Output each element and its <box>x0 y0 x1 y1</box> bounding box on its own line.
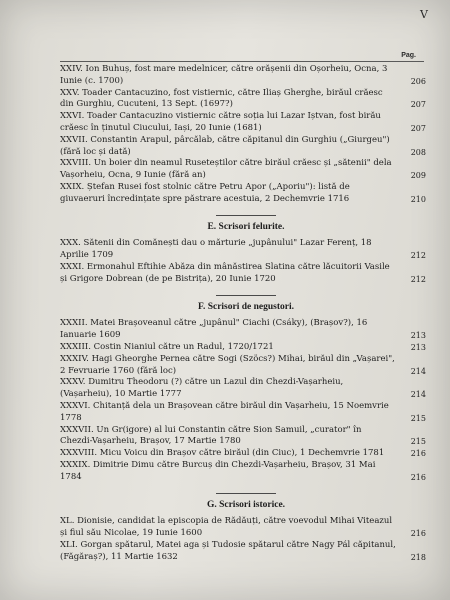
header-rule <box>60 61 424 62</box>
toc-entry-page: 214 <box>410 390 426 400</box>
toc-entry-page: 213 <box>410 342 426 352</box>
toc-entry <box>60 135 432 159</box>
toc-entry <box>60 516 432 540</box>
toc-entry-title: XXXVI. Chitanță dela un Brașovean către birăul din Vașarheiu, 15 Noemvrie 1778 <box>60 400 389 423</box>
toc-entry <box>60 158 432 182</box>
toc-entry-page: 209 <box>410 171 426 181</box>
entries-group-a <box>60 64 432 206</box>
toc-entry <box>60 377 432 401</box>
toc-entry-title: XXXVII. Un Gr(igore) al lui Constantin către Sion Samuil, „curator" în Chezdi-Vașarheiu, Brașov, 17 Martie 1780 <box>60 424 362 447</box>
toc-entry <box>60 425 432 449</box>
toc-entry-page: 216 <box>410 529 426 539</box>
toc-entry-title: XXXIX. Dimitrie Dimu către Burcuș din Chezdi-Vașarheiu, Brașov, 31 Mai 1784 <box>60 459 376 482</box>
toc-entry-title: XXXIV. Hagi Gheorghe Pernea către Sogi (Szöcs?) Mihai, birăul din „Vașarei", 2 Fevruarie 1760 (fără loc) <box>60 353 395 376</box>
table-of-contents <box>60 64 432 563</box>
toc-entry <box>60 354 432 378</box>
toc-entry-page: 206 <box>410 76 426 86</box>
section-heading-g: G. Scrisori istorice. <box>206 499 286 510</box>
toc-entry <box>60 64 432 88</box>
toc-entry-page: 210 <box>410 194 426 204</box>
entries-group-f <box>60 318 432 483</box>
entries-group-g <box>60 516 432 563</box>
section-divider <box>216 215 276 216</box>
section-divider <box>216 295 276 296</box>
toc-entry-page: 215 <box>410 437 426 447</box>
toc-entry-title: XXX. Sătenii din Comănești dau o mărturie „jupânului" Lazar Ferenț, 18 Aprilie 1709 <box>60 238 372 261</box>
toc-entry <box>60 238 432 262</box>
toc-entry-title: XXVIII. Un boier din neamul Ruseteștilor către birăul crăesc și „sătenii" dela Vașorheiu, Ocna, 9 Iunie (fără an) <box>60 158 392 181</box>
section-divider <box>216 493 276 494</box>
toc-entry-title: XXIV. Ion Buhuș, fost mare medelnicer, către orășenii din Oșorheiu, Ocna, 3 Iunie (c. 1700) <box>60 64 388 86</box>
toc-entry-title: XXXII. Matei Brașoveanul către „jupânul" Ciachi (Csáky), (Brașov?), 16 Ianuarie 1609 <box>60 318 368 341</box>
toc-entry-title: XXXVIII. Micu Voicu din Brașov către birăul (din Ciuc), 1 Dechemvrie 1781 <box>60 448 385 459</box>
toc-entry <box>60 111 432 135</box>
toc-entry-page: 212 <box>410 274 426 284</box>
toc-entry-page: 208 <box>410 147 426 157</box>
toc-entry-page: 212 <box>410 251 426 261</box>
toc-entry-page: 215 <box>410 413 426 423</box>
toc-entry-page: 207 <box>410 100 426 110</box>
toc-entry <box>60 448 432 460</box>
section-heading-e: E. Scrisori felurite. <box>207 221 285 232</box>
toc-entry <box>60 460 432 484</box>
toc-entry <box>60 318 432 342</box>
toc-entry-title: XXXIII. Costin Nianiul către un Radul, 1720/1721 <box>60 341 274 352</box>
toc-entry-page: 216 <box>410 472 426 482</box>
entries-group-e <box>60 238 432 285</box>
section-heading-f: F. Scrisori de negustori. <box>198 301 294 312</box>
page-number: V <box>420 8 428 21</box>
toc-entry-page: 214 <box>410 366 426 376</box>
toc-entry <box>60 182 432 206</box>
toc-entry-page: 218 <box>410 552 426 562</box>
pag-column-label: Pag. <box>401 52 416 59</box>
toc-entry <box>60 342 432 354</box>
toc-entry-title: XXIX. Ștefan Rusei fost stolnic către Petru Apor („Aporiu"): listă de giuvaeruri încredințate spre păstrare acestuia, 2 Dechemvrie 1716 <box>60 181 350 204</box>
toc-entry-page: 216 <box>410 449 426 459</box>
toc-entry <box>60 540 432 564</box>
toc-entry <box>60 262 432 286</box>
toc-entry-title: XL. Dionisie, candidat la episcopia de Rădăuți, către voevodul Mihai Viteazul și fiul său Nicolae, 19 Iunie 1600 <box>60 516 393 539</box>
toc-entry-page: 207 <box>410 123 426 133</box>
toc-entry-title: XXVI. Toader Cantacuzino vistiernic către soția lui Lazar Iștvan, fost birău crăesc în ținutul Ciucului, Iași, 20 Iunie (1681) <box>60 111 381 133</box>
toc-entry-title: XXVII. Constantin Arapul, pârcălab, către căpitanul din Gurghiu („Giurgeu") (fără loc și dată) <box>60 134 390 157</box>
toc-entry-title: XXXV. Dumitru Theodoru (?) către un Lazul din Chezdi-Vașarheiu, (Vașarheiu), 10 Martie 1777 <box>60 377 344 400</box>
toc-entry-page: 213 <box>410 331 426 341</box>
toc-entry-title: XXV. Toader Cantacuzino, fost vistiernic, către Iliaș Gherghe, birăul crăesc din Gurghiu, Cucuteni, 13 Sept. (1697?) <box>60 87 383 110</box>
toc-entry <box>60 401 432 425</box>
toc-entry <box>60 88 432 112</box>
toc-entry-title: XLI. Gorgan spătarul, Matei aga și Tudosie spătarul către Nagy Pál căpitanul, (Făgăraș?), 11 Martie 1632 <box>60 539 396 562</box>
toc-entry-title: XXXI. Ermonahul Eftihie Abăza din mânăstirea Slatina către lăcuitorii Vasile și Grigore Dobrean (de pe Bistrița), 20 Iunie 1720 <box>60 261 390 284</box>
